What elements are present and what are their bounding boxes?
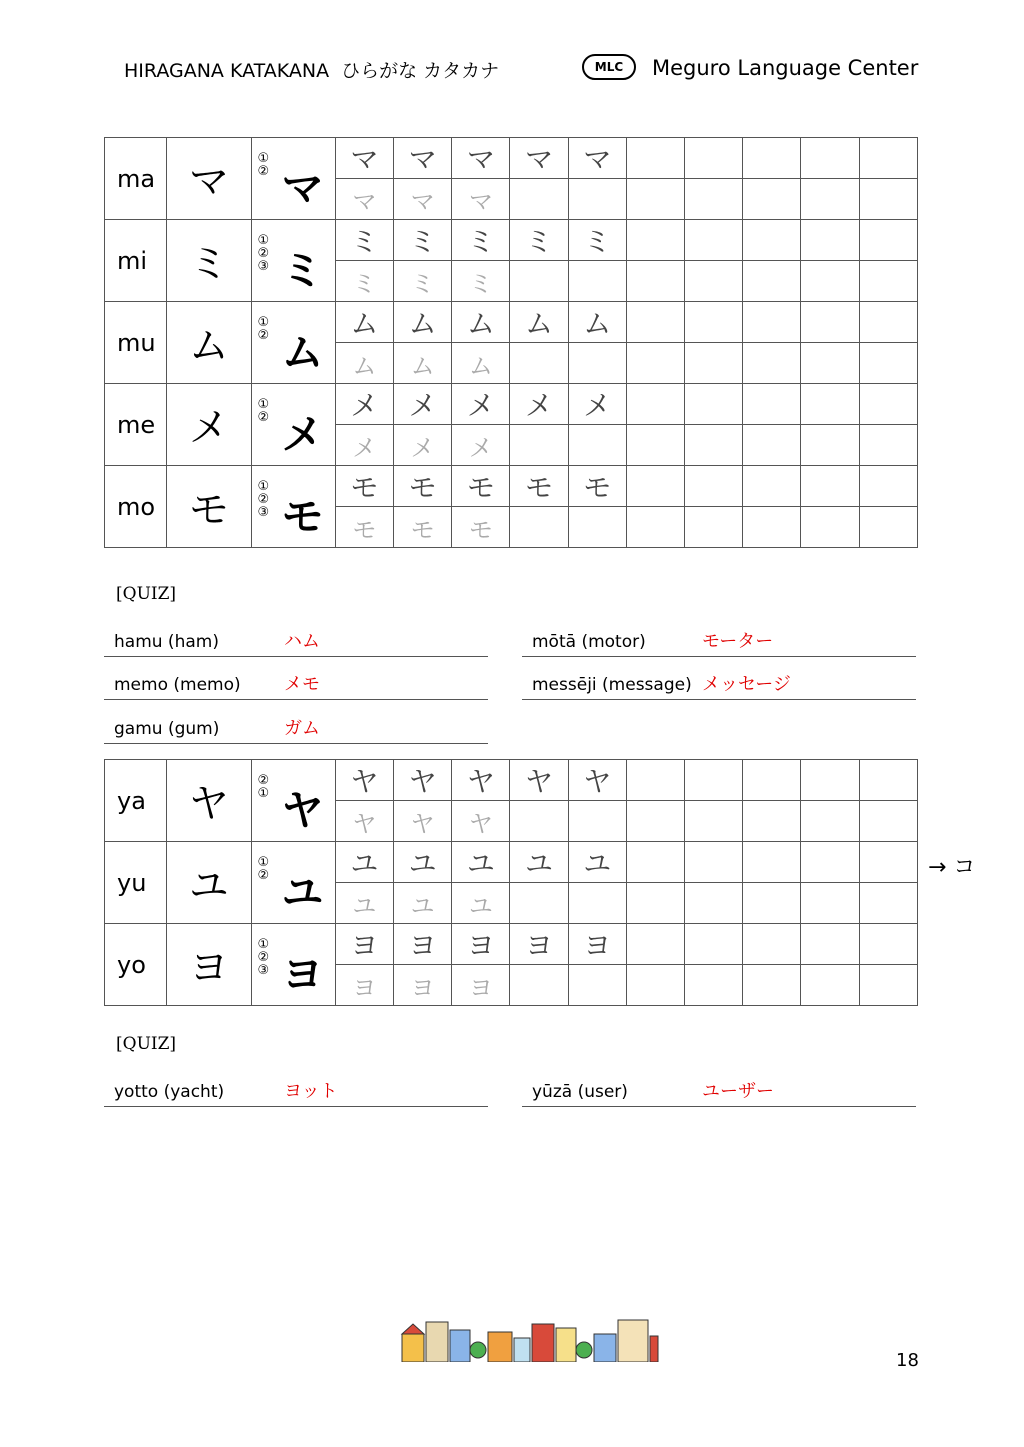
stroke-number: ②: [257, 773, 270, 788]
practice-cell[interactable]: ユ: [452, 883, 510, 924]
practice-cell[interactable]: マ: [335, 138, 393, 179]
practice-cell[interactable]: [859, 179, 917, 220]
practice-cell[interactable]: メ: [452, 425, 510, 466]
practice-cell[interactable]: [859, 801, 917, 842]
stroke-number: ①: [257, 855, 270, 870]
practice-cell[interactable]: ム: [335, 343, 393, 384]
practice-cell[interactable]: [801, 179, 859, 220]
practice-cell[interactable]: ヨ: [568, 924, 626, 965]
practice-cell[interactable]: モ: [394, 466, 452, 507]
practice-cell[interactable]: [801, 220, 859, 261]
stroke-numbers: [258, 774, 270, 800]
stroke-number: ①: [257, 397, 270, 412]
practice-cell[interactable]: [743, 760, 801, 801]
katakana-print: マ: [167, 138, 251, 220]
practice-cell[interactable]: ム: [510, 302, 568, 343]
stroke-number: ②: [257, 868, 270, 883]
romaji-label: mo: [105, 466, 167, 548]
practice-cell[interactable]: モ: [452, 466, 510, 507]
quiz-answer: メモ: [284, 674, 320, 695]
practice-cell[interactable]: [685, 138, 743, 179]
practice-cell[interactable]: マ: [394, 179, 452, 220]
practice-cell[interactable]: ム: [394, 343, 452, 384]
practice-cell[interactable]: [743, 220, 801, 261]
practice-cell[interactable]: [859, 425, 917, 466]
stroke-number: ②: [257, 410, 270, 425]
practice-cell[interactable]: [859, 760, 917, 801]
kana-row: [105, 924, 918, 965]
practice-cell[interactable]: [626, 801, 684, 842]
practice-cell[interactable]: ヨ: [335, 965, 393, 1006]
practice-cell[interactable]: [626, 965, 684, 1006]
practice-cell[interactable]: [743, 343, 801, 384]
stroke-order-cell: [251, 384, 335, 466]
practice-cell[interactable]: [685, 466, 743, 507]
page-number: 18: [896, 1350, 919, 1371]
practice-cell[interactable]: [626, 179, 684, 220]
stroke-number: ②: [257, 328, 270, 343]
practice-cell[interactable]: メ: [335, 384, 393, 425]
practice-cell[interactable]: ミ: [394, 220, 452, 261]
practice-cell[interactable]: ミ: [568, 220, 626, 261]
stroke-order-character: ム: [281, 328, 324, 377]
quiz-answer: ヨット: [284, 1081, 338, 1102]
practice-cell[interactable]: [626, 220, 684, 261]
practice-cell[interactable]: [743, 842, 801, 883]
practice-cell[interactable]: [510, 965, 568, 1006]
practice-cell[interactable]: メ: [394, 425, 452, 466]
practice-cell[interactable]: [685, 261, 743, 302]
practice-cell[interactable]: ヨ: [394, 965, 452, 1006]
practice-cell[interactable]: ム: [335, 302, 393, 343]
quiz-answer: ハム: [284, 631, 320, 652]
practice-cell[interactable]: [626, 466, 684, 507]
practice-cell[interactable]: モ: [510, 466, 568, 507]
katakana-print: モ: [167, 466, 251, 548]
practice-cell[interactable]: [801, 924, 859, 965]
practice-cell[interactable]: [743, 466, 801, 507]
practice-cell[interactable]: [743, 425, 801, 466]
romaji-label: ya: [105, 760, 167, 842]
practice-cell[interactable]: ユ: [335, 883, 393, 924]
practice-cell[interactable]: [801, 842, 859, 883]
practice-cell[interactable]: [743, 302, 801, 343]
stroke-numbers: [258, 316, 270, 342]
stroke-number: ②: [257, 950, 270, 965]
practice-cell[interactable]: [685, 384, 743, 425]
practice-cell[interactable]: [568, 965, 626, 1006]
practice-cell[interactable]: ヤ: [568, 760, 626, 801]
practice-cell[interactable]: ヤ: [335, 801, 393, 842]
romaji-label: yu: [105, 842, 167, 924]
quiz-item: [104, 717, 488, 744]
practice-cell[interactable]: ヨ: [394, 924, 452, 965]
practice-cell[interactable]: [801, 261, 859, 302]
quiz-answer: ユーザー: [702, 1081, 774, 1102]
organization-name: Meguro Language Center: [652, 56, 919, 80]
stroke-number: ①: [257, 479, 270, 494]
practice-cell[interactable]: ヤ: [335, 760, 393, 801]
stroke-numbers: [258, 856, 270, 882]
quiz-item: [522, 630, 916, 657]
practice-cell[interactable]: [510, 425, 568, 466]
practice-cell[interactable]: モ: [394, 507, 452, 548]
practice-cell[interactable]: [743, 507, 801, 548]
stroke-order-character: モ: [281, 492, 324, 541]
practice-cell[interactable]: [626, 302, 684, 343]
practice-cell[interactable]: [685, 302, 743, 343]
practice-cell[interactable]: [626, 883, 684, 924]
practice-cell[interactable]: [626, 425, 684, 466]
stroke-numbers: [258, 480, 270, 519]
practice-table-m-row: [104, 137, 918, 548]
practice-cell[interactable]: [859, 343, 917, 384]
stroke-number: ①: [257, 151, 270, 166]
kana-row: [105, 220, 918, 261]
practice-cell[interactable]: [801, 384, 859, 425]
practice-cell[interactable]: [685, 343, 743, 384]
stroke-order-cell: [251, 760, 335, 842]
practice-cell[interactable]: [626, 924, 684, 965]
quiz-title: [QUIZ]: [116, 1034, 177, 1054]
practice-cell[interactable]: [859, 220, 917, 261]
kana-row: [105, 842, 918, 883]
stroke-order-cell: [251, 302, 335, 384]
practice-cell[interactable]: [859, 261, 917, 302]
practice-cell[interactable]: ユ: [568, 842, 626, 883]
practice-cell[interactable]: ム: [452, 302, 510, 343]
practice-cell[interactable]: [568, 425, 626, 466]
stroke-number: ③: [257, 505, 270, 520]
practice-cell[interactable]: モ: [568, 466, 626, 507]
practice-cell[interactable]: [510, 343, 568, 384]
stroke-order-character: ヨ: [281, 950, 324, 999]
practice-cell[interactable]: [859, 924, 917, 965]
katakana-print: メ: [167, 384, 251, 466]
stroke-order-cell: [251, 220, 335, 302]
practice-cell[interactable]: ミ: [510, 220, 568, 261]
practice-cell[interactable]: [685, 507, 743, 548]
practice-cell[interactable]: [859, 384, 917, 425]
practice-cell[interactable]: [801, 425, 859, 466]
town-illustration: [400, 1316, 660, 1362]
practice-table-y-row: [104, 759, 918, 1006]
practice-cell[interactable]: マ: [510, 138, 568, 179]
stroke-numbers: [258, 234, 270, 273]
practice-cell[interactable]: マ: [452, 138, 510, 179]
practice-cell[interactable]: [743, 261, 801, 302]
practice-cell[interactable]: [743, 965, 801, 1006]
practice-cell[interactable]: [568, 507, 626, 548]
practice-cell[interactable]: ユ: [335, 842, 393, 883]
stroke-number: ③: [257, 259, 270, 274]
practice-cell[interactable]: [685, 883, 743, 924]
practice-cell[interactable]: [626, 138, 684, 179]
practice-cell[interactable]: ム: [568, 302, 626, 343]
practice-cell[interactable]: ヨ: [510, 924, 568, 965]
practice-cell[interactable]: マ: [335, 179, 393, 220]
practice-cell[interactable]: メ: [568, 384, 626, 425]
romaji-label: yo: [105, 924, 167, 1006]
practice-cell[interactable]: [510, 883, 568, 924]
quiz-item: [104, 630, 488, 657]
document-header-title: HIRAGANA KATAKANA ひらがな カタカナ: [124, 60, 500, 82]
stroke-numbers: [258, 152, 270, 178]
katakana-print: ミ: [167, 220, 251, 302]
practice-cell[interactable]: [510, 801, 568, 842]
practice-cell[interactable]: [685, 220, 743, 261]
katakana-print: ユ: [167, 842, 251, 924]
practice-cell[interactable]: ヨ: [452, 965, 510, 1006]
stroke-numbers: [258, 398, 270, 424]
stroke-order-character: ヤ: [281, 786, 324, 835]
practice-cell[interactable]: ヨ: [452, 924, 510, 965]
practice-cell[interactable]: ミ: [452, 261, 510, 302]
quiz-word: memo (memo): [114, 675, 241, 695]
practice-cell[interactable]: [859, 466, 917, 507]
kana-row: [105, 466, 918, 507]
practice-cell[interactable]: [685, 760, 743, 801]
practice-cell[interactable]: [859, 883, 917, 924]
practice-cell[interactable]: ユ: [394, 842, 452, 883]
stroke-number: ③: [257, 963, 270, 978]
practice-cell[interactable]: モ: [335, 466, 393, 507]
practice-cell[interactable]: [626, 384, 684, 425]
practice-cell[interactable]: [801, 466, 859, 507]
romaji-label: ma: [105, 138, 167, 220]
practice-cell[interactable]: ミ: [394, 261, 452, 302]
practice-cell[interactable]: ユ: [510, 842, 568, 883]
stroke-order-cell: [251, 924, 335, 1006]
practice-cell[interactable]: [685, 842, 743, 883]
practice-cell[interactable]: [685, 801, 743, 842]
practice-cell[interactable]: ヤ: [394, 801, 452, 842]
practice-cell[interactable]: [626, 343, 684, 384]
practice-cell[interactable]: [801, 343, 859, 384]
stroke-number: ②: [257, 164, 270, 179]
practice-cell[interactable]: [626, 261, 684, 302]
practice-cell[interactable]: [859, 965, 917, 1006]
practice-cell[interactable]: [743, 801, 801, 842]
quiz-word: hamu (ham): [114, 632, 219, 652]
quiz-word: yotto (yacht): [114, 1082, 225, 1102]
stroke-order-character: ミ: [281, 246, 324, 295]
practice-cell[interactable]: ミ: [452, 220, 510, 261]
practice-cell[interactable]: [510, 507, 568, 548]
practice-cell[interactable]: モ: [452, 507, 510, 548]
practice-cell[interactable]: [801, 883, 859, 924]
mlc-logo: MLC: [582, 54, 636, 80]
stroke-order-character: ユ: [281, 868, 324, 917]
katakana-print: ヤ: [167, 760, 251, 842]
practice-cell[interactable]: [626, 842, 684, 883]
practice-cell[interactable]: [626, 760, 684, 801]
practice-cell[interactable]: [568, 343, 626, 384]
quiz-word: gamu (gum): [114, 719, 220, 739]
stroke-order-character: マ: [281, 164, 324, 213]
practice-cell[interactable]: メ: [335, 425, 393, 466]
practice-cell[interactable]: [743, 179, 801, 220]
practice-cell[interactable]: ム: [394, 302, 452, 343]
practice-cell[interactable]: [568, 801, 626, 842]
practice-cell[interactable]: メ: [510, 384, 568, 425]
practice-cell[interactable]: [568, 261, 626, 302]
quiz-answer: ガム: [284, 718, 320, 739]
practice-cell[interactable]: [510, 261, 568, 302]
practice-cell[interactable]: マ: [394, 138, 452, 179]
stroke-number: ②: [257, 246, 270, 261]
quiz-item: [522, 1080, 916, 1107]
practice-cell[interactable]: [801, 760, 859, 801]
quiz-item: [104, 673, 488, 700]
practice-cell[interactable]: [743, 138, 801, 179]
quiz-word: mōtā (motor): [532, 632, 646, 652]
stroke-number: ①: [257, 315, 270, 330]
practice-cell[interactable]: ユ: [452, 842, 510, 883]
quiz-word: messēji (message): [532, 675, 692, 695]
quiz-answer: メッセージ: [702, 674, 791, 695]
kana-row: [105, 302, 918, 343]
practice-cell[interactable]: メ: [452, 384, 510, 425]
practice-cell[interactable]: ミ: [335, 261, 393, 302]
practice-cell[interactable]: ヤ: [510, 760, 568, 801]
practice-cell[interactable]: メ: [394, 384, 452, 425]
stroke-numbers: [258, 938, 270, 977]
practice-cell[interactable]: [859, 507, 917, 548]
practice-cell[interactable]: [859, 302, 917, 343]
practice-cell[interactable]: [743, 384, 801, 425]
practice-cell[interactable]: ヤ: [394, 760, 452, 801]
practice-cell[interactable]: ミ: [335, 220, 393, 261]
katakana-print: ム: [167, 302, 251, 384]
practice-cell[interactable]: [568, 179, 626, 220]
practice-cell[interactable]: [568, 883, 626, 924]
romaji-label: mu: [105, 302, 167, 384]
practice-cell[interactable]: [510, 179, 568, 220]
practice-cell[interactable]: [685, 924, 743, 965]
romaji-label: me: [105, 384, 167, 466]
side-note: → コ: [928, 855, 976, 880]
practice-cell[interactable]: ユ: [394, 883, 452, 924]
practice-cell[interactable]: モ: [335, 507, 393, 548]
quiz-word: yūzā (user): [532, 1082, 628, 1102]
romaji-label: mi: [105, 220, 167, 302]
kana-row: [105, 760, 918, 801]
practice-cell[interactable]: [859, 842, 917, 883]
practice-cell[interactable]: ヤ: [452, 801, 510, 842]
practice-cell[interactable]: ヤ: [452, 760, 510, 801]
practice-cell[interactable]: ム: [452, 343, 510, 384]
kana-row: [105, 138, 918, 179]
katakana-print: ヨ: [167, 924, 251, 1006]
stroke-order-cell: [251, 138, 335, 220]
practice-cell[interactable]: ヨ: [335, 924, 393, 965]
practice-cell[interactable]: マ: [452, 179, 510, 220]
practice-cell[interactable]: マ: [568, 138, 626, 179]
practice-cell[interactable]: [626, 507, 684, 548]
stroke-number: ①: [257, 786, 270, 801]
stroke-order-cell: [251, 466, 335, 548]
practice-cell[interactable]: [801, 138, 859, 179]
practice-cell[interactable]: [685, 965, 743, 1006]
quiz-answer: モーター: [702, 631, 774, 652]
stroke-number: ①: [257, 233, 270, 248]
practice-cell[interactable]: [685, 425, 743, 466]
practice-cell[interactable]: [801, 801, 859, 842]
practice-cell[interactable]: [801, 965, 859, 1006]
practice-cell[interactable]: [801, 507, 859, 548]
kana-row: [105, 384, 918, 425]
stroke-order-character: メ: [281, 410, 324, 459]
practice-cell[interactable]: [859, 138, 917, 179]
quiz-item: [522, 673, 916, 700]
quiz-item: [104, 1080, 488, 1107]
stroke-number: ①: [257, 937, 270, 952]
practice-cell[interactable]: [743, 883, 801, 924]
stroke-order-cell: [251, 842, 335, 924]
stroke-number: ②: [257, 492, 270, 507]
practice-cell[interactable]: [743, 924, 801, 965]
practice-cell[interactable]: [685, 179, 743, 220]
quiz-title: [QUIZ]: [116, 584, 177, 604]
practice-cell[interactable]: [801, 302, 859, 343]
